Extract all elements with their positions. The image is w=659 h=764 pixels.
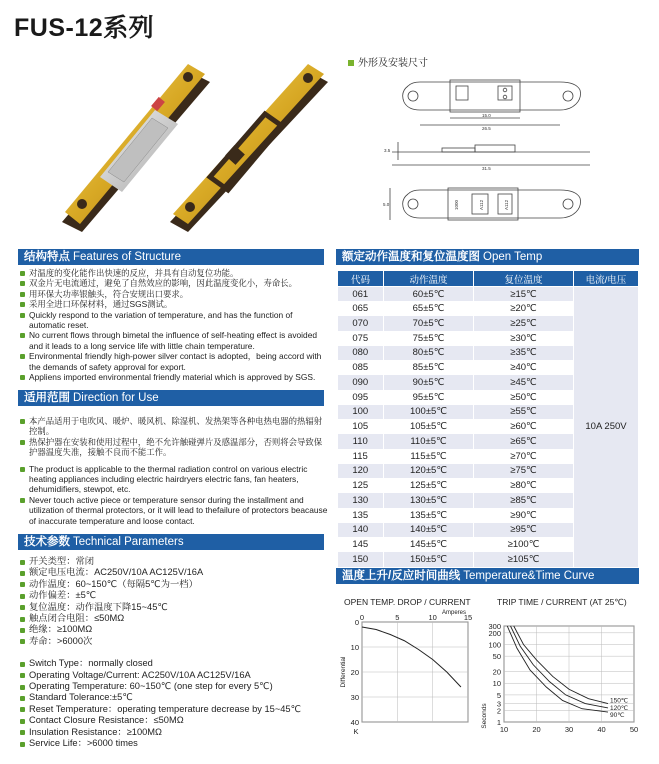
cell-code: 110 bbox=[338, 434, 384, 449]
y-tick-label: 200 bbox=[488, 628, 501, 638]
y-tick-label: 300 bbox=[488, 622, 501, 631]
section-structure: 结构特点 Features of Structure bbox=[18, 249, 324, 265]
list-item: Operating Voltage/Current: AC250V/10A AC125V/16A bbox=[20, 670, 330, 681]
list-item: Switch Type：normally closed bbox=[20, 658, 330, 669]
cell-reset: ≥35℃ bbox=[474, 346, 574, 361]
y-tick-label: 3 bbox=[496, 699, 501, 709]
x-tick-label: 20 bbox=[532, 725, 541, 734]
list-item: Insulation Resistance：≥100MΩ bbox=[20, 727, 330, 738]
cell-open: 145±5℃ bbox=[384, 537, 474, 552]
list-item: 动作温度：60~150℃（每隔5℃为一档） bbox=[20, 579, 330, 590]
cell-code: 105 bbox=[338, 419, 384, 434]
cell-open: 70±5℃ bbox=[384, 316, 474, 331]
dim-total: 31.5 bbox=[482, 166, 491, 171]
list-item: Operating Temperature: 60~150℃ (one step for every 5℃) bbox=[20, 681, 330, 692]
series-line bbox=[507, 626, 608, 712]
cell-code: 070 bbox=[338, 316, 384, 331]
list-item: 额定电压电流：AC250V/10A AC125V/16A bbox=[20, 567, 330, 578]
cell-reset: ≥75℃ bbox=[474, 464, 574, 479]
cell-open: 60±5℃ bbox=[384, 287, 474, 302]
cell-reset: ≥50℃ bbox=[474, 390, 574, 405]
list-item: 热保护器在安装和使用过程中，绝不允许触碰弹片及感温部分，否则将会导致保护器温度失准，接触不良而不能工作。 bbox=[20, 437, 328, 458]
list-item: 对温度的变化能作出快速的反应，并具有自动复位功能。 bbox=[20, 268, 328, 278]
x-tick-label: 10 bbox=[428, 613, 437, 622]
cell-open: 115±5℃ bbox=[384, 449, 474, 464]
x-tick-label: 10 bbox=[499, 725, 509, 734]
cell-rating: 10A 250V bbox=[574, 287, 639, 567]
x-tick-label: 40 bbox=[597, 725, 606, 734]
cell-open: 110±5℃ bbox=[384, 434, 474, 449]
list-item: 开关类型：常闭 bbox=[20, 556, 330, 567]
table-row bbox=[338, 287, 639, 302]
cell-open: 135±5℃ bbox=[384, 508, 474, 523]
list-item: 本产品适用于电吹风、暖炉、暖风机、除湿机、发热架等各种电热电器的热辐射控制。 bbox=[20, 416, 328, 437]
col-code: 代码 bbox=[338, 271, 384, 287]
cell-open: 95±5℃ bbox=[384, 390, 474, 405]
y-tick-label: 20 bbox=[350, 668, 359, 677]
chart2-title: TRIP TIME / CURRENT (AT 25℃) bbox=[497, 597, 627, 607]
cell-code: 061 bbox=[338, 287, 384, 302]
cell-reset: ≥25℃ bbox=[474, 316, 574, 331]
list-item: Quickly respond to the variation of temperature, and has the function of automatic reset. bbox=[20, 310, 328, 331]
y-unit-label: K bbox=[353, 727, 359, 736]
x-axis-label: Amperes bbox=[441, 610, 466, 616]
list-item: 双金片无电流通过，避免了自然效应的影响，因此温度变化小，寿命长。 bbox=[20, 278, 328, 288]
list-item: Contact Closure Resistance：≤50MΩ bbox=[20, 715, 330, 726]
application-list bbox=[20, 416, 328, 526]
series-label: 120℃ bbox=[610, 704, 629, 712]
cell-code: 125 bbox=[338, 478, 384, 493]
y-tick-label: 0 bbox=[354, 618, 359, 627]
open-temp-drop-chart bbox=[336, 610, 476, 740]
list-item: The product is applicable to the thermal radiation control on various electric heating appliances including electric hairdryers electric fans, fan heaters, dehumidifiers, stewpot, etc. bbox=[20, 464, 328, 495]
cell-open: 65±5℃ bbox=[384, 301, 474, 316]
open-temp-table bbox=[337, 270, 639, 567]
list-item: Never touch active piece or temperature sensor during the installment and utilization of thermal protectors, or it will lead to thefailure of protectors beacause of inaccurate temperature and loose contact. bbox=[20, 495, 328, 526]
y-tick-label: 20 bbox=[492, 667, 501, 677]
col-open: 动作温度 bbox=[384, 271, 474, 287]
x-tick-label: 0 bbox=[359, 613, 365, 622]
y-tick-label: 10 bbox=[350, 643, 359, 652]
dim-height2: 5.0 bbox=[383, 202, 390, 207]
list-item: Reset Temperature：operating temperature decrease by 15~45℃ bbox=[20, 704, 330, 715]
y-tick-label: 1 bbox=[496, 718, 501, 727]
cell-reset: ≥80℃ bbox=[474, 478, 574, 493]
list-item: 采用全进口环保材料，通过SGS测试。 bbox=[20, 299, 328, 309]
section-technical: 技术参数 Technical Parameters bbox=[18, 534, 324, 550]
structure-list bbox=[20, 268, 328, 382]
series-label: 90℃ bbox=[610, 712, 625, 720]
col-reset: 复位温度 bbox=[474, 271, 574, 287]
cell-code: 115 bbox=[338, 449, 384, 464]
cell-reset: ≥30℃ bbox=[474, 331, 574, 346]
series-line bbox=[514, 626, 608, 704]
list-item: Standard Tolerance:±5℃ bbox=[20, 692, 330, 703]
y-tick-label: 50 bbox=[492, 652, 501, 662]
x-tick-label: 50 bbox=[629, 725, 639, 734]
section-curve: 温度上升/反应时间曲线 Temperature&Time Curve bbox=[336, 568, 639, 584]
section-open-temp: 额定动作温度和复位温度图 Open Temp bbox=[336, 249, 639, 265]
chart1-title: OPEN TEMP. DROP / CURRENT bbox=[344, 597, 471, 607]
dimension-drawing bbox=[380, 70, 600, 235]
cell-open: 85±5℃ bbox=[384, 360, 474, 375]
label-b: A112 bbox=[504, 199, 509, 210]
cell-code: 130 bbox=[338, 493, 384, 508]
cell-reset: ≥85℃ bbox=[474, 493, 574, 508]
cell-reset: ≥65℃ bbox=[474, 434, 574, 449]
cell-reset: ≥105℃ bbox=[474, 552, 574, 567]
cell-code: 065 bbox=[338, 301, 384, 316]
cell-code: 090 bbox=[338, 375, 384, 390]
dim-inner: 15.0 bbox=[482, 113, 491, 118]
list-item: 用环保大功率银触头，符合安规出口要求。 bbox=[20, 289, 328, 299]
cell-open: 105±5℃ bbox=[384, 419, 474, 434]
cell-code: 095 bbox=[338, 390, 384, 405]
cell-reset: ≥90℃ bbox=[474, 508, 574, 523]
cell-code: 075 bbox=[338, 331, 384, 346]
cell-reset: ≥40℃ bbox=[474, 360, 574, 375]
dim-mid: 26.5 bbox=[482, 126, 491, 131]
y-tick-label: 100 bbox=[488, 640, 501, 650]
cell-open: 100±5℃ bbox=[384, 405, 474, 420]
series-line bbox=[511, 626, 609, 708]
cell-code: 100 bbox=[338, 405, 384, 420]
y-axis-label: Differential bbox=[340, 656, 347, 688]
list-item: 复位温度：动作温度下降15~45℃ bbox=[20, 602, 330, 613]
cell-reset: ≥70℃ bbox=[474, 449, 574, 464]
list-item: Service Life：>6000 times bbox=[20, 738, 330, 749]
list-item: 寿命：>6000次 bbox=[20, 636, 330, 647]
product-photo bbox=[60, 52, 330, 232]
list-item: Appliens imported environmental friendly material which is approved by SGS. bbox=[20, 372, 328, 382]
dimension-caption: 外形及安装尺寸 bbox=[348, 54, 428, 69]
list-item: 触点闭合电阻：≤50MΩ bbox=[20, 613, 330, 624]
y-tick-label: 2 bbox=[496, 706, 501, 716]
cell-reset: ≥95℃ bbox=[474, 523, 574, 538]
list-item: Environmental friendly high-power silver contact is adopted，being accord with the demands of safety approval for export. bbox=[20, 351, 328, 372]
y-tick-label: 5 bbox=[496, 690, 501, 700]
label-code: 1000 bbox=[454, 199, 459, 210]
cell-open: 80±5℃ bbox=[384, 346, 474, 361]
dim-height: 3.5 bbox=[384, 148, 391, 153]
x-tick-label: 15 bbox=[463, 613, 473, 622]
cell-open: 150±5℃ bbox=[384, 552, 474, 567]
list-item: No current flows through bimetal the influence of self-heating effect is avoided and it leads to a long service life with little chain temperature. bbox=[20, 330, 328, 351]
technical-list bbox=[20, 556, 330, 750]
page-title: FUS-12系列 bbox=[14, 14, 155, 42]
list-item: 绝缘：≥100MΩ bbox=[20, 624, 330, 635]
y-tick-label: 40 bbox=[350, 718, 359, 727]
y-tick-label: 10 bbox=[492, 679, 501, 689]
cell-code: 140 bbox=[338, 523, 384, 538]
cell-reset: ≥20℃ bbox=[474, 301, 574, 316]
cell-code: 145 bbox=[338, 537, 384, 552]
col-rating: 电流/电压 bbox=[574, 271, 639, 287]
cell-reset: ≥55℃ bbox=[474, 405, 574, 420]
x-tick-label: 30 bbox=[564, 725, 574, 734]
y-axis-label: Seconds bbox=[481, 703, 488, 729]
section-application: 适用范围 Direction for Use bbox=[18, 390, 324, 406]
y-tick-label: 30 bbox=[350, 693, 359, 702]
cell-reset: ≥60℃ bbox=[474, 419, 574, 434]
cell-reset: ≥100℃ bbox=[474, 537, 574, 552]
series-line bbox=[362, 627, 461, 687]
cell-open: 130±5℃ bbox=[384, 493, 474, 508]
x-tick-label: 5 bbox=[395, 613, 400, 622]
cell-code: 120 bbox=[338, 464, 384, 479]
cell-open: 120±5℃ bbox=[384, 464, 474, 479]
cell-reset: ≥45℃ bbox=[474, 375, 574, 390]
cell-open: 75±5℃ bbox=[384, 331, 474, 346]
cell-open: 125±5℃ bbox=[384, 478, 474, 493]
series-label: 150℃ bbox=[610, 697, 629, 705]
cell-open: 90±5℃ bbox=[384, 375, 474, 390]
label-a: A112 bbox=[479, 199, 484, 210]
cell-open: 140±5℃ bbox=[384, 523, 474, 538]
cell-code: 150 bbox=[338, 552, 384, 567]
cell-code: 080 bbox=[338, 346, 384, 361]
cell-reset: ≥15℃ bbox=[474, 287, 574, 302]
cell-code: 135 bbox=[338, 508, 384, 523]
list-item: 动作偏差：±5℃ bbox=[20, 590, 330, 601]
cell-code: 085 bbox=[338, 360, 384, 375]
trip-time-chart bbox=[482, 610, 642, 740]
